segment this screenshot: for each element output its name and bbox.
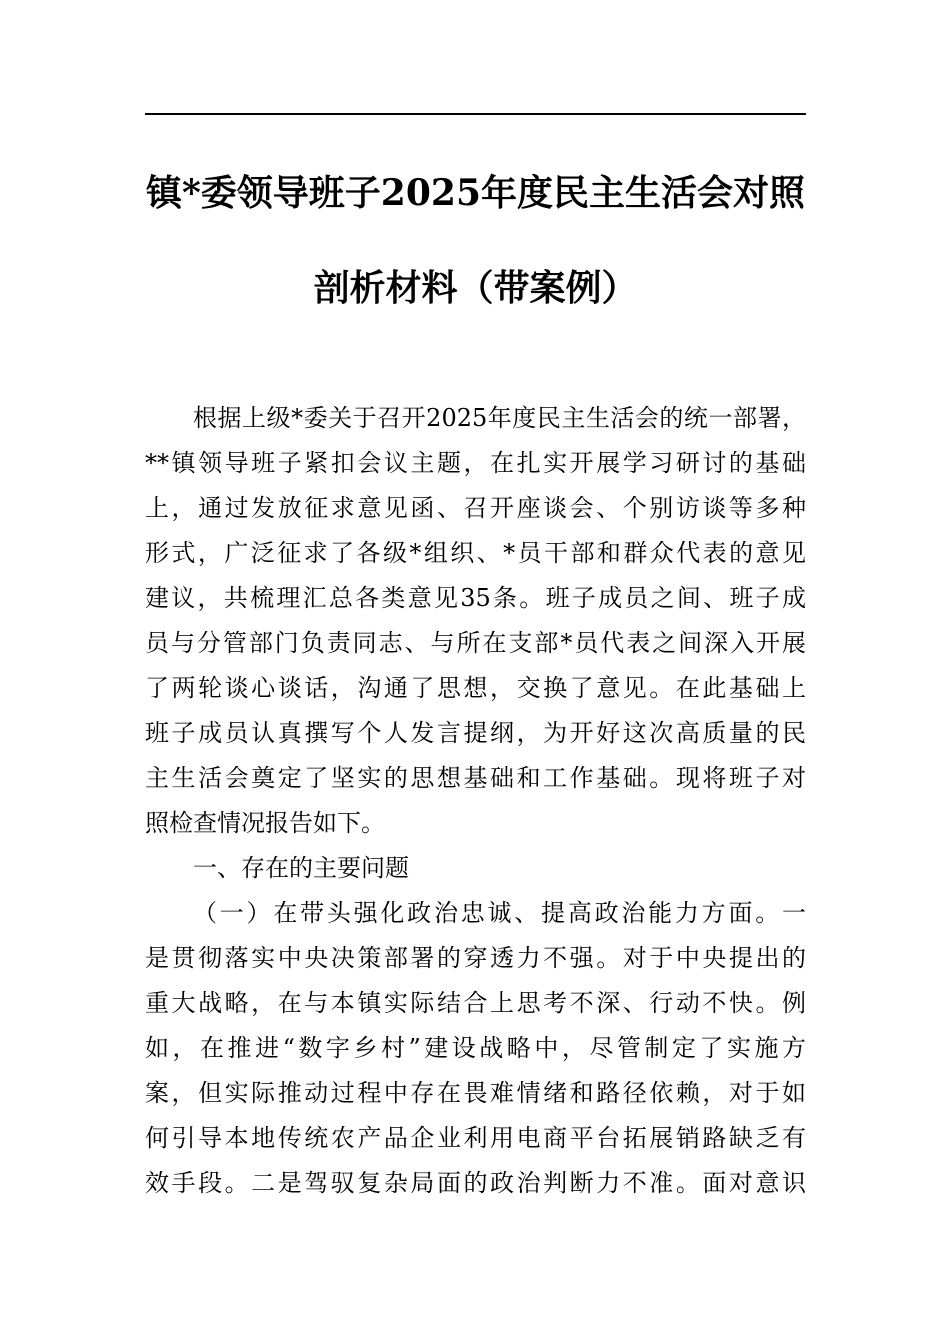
section-line-5: 案，但实际推动过程中存在畏难情绪和路径依赖，对于如 <box>145 1079 806 1107</box>
section-line-3: 重大战略，在与本镇实际结合上思考不深、行动不快。例 <box>145 989 806 1017</box>
intro-line-1: 根据上级*委关于召开2025年度民主生活会的统一部署， <box>193 404 806 432</box>
section-line-7: 效手段。二是驾驭复杂局面的政治判断力不准。面对意识 <box>145 1169 806 1197</box>
intro-line-8: 班子成员认真撰写个人发言提纲，为开好这次高质量的民 <box>145 719 806 747</box>
header-rule <box>145 113 806 115</box>
section-line-4: 如，在推进“数字乡村”建设战略中，尽管制定了实施方 <box>145 1034 806 1062</box>
intro-line-2: **镇领导班子紧扣会议主题，在扎实开展学习研讨的基础 <box>145 449 806 477</box>
intro-line-9: 主生活会奠定了坚实的思想基础和工作基础。现将班子对 <box>145 764 806 792</box>
section-line-1: （一）在带头强化政治忠诚、提高政治能力方面。一 <box>193 899 806 927</box>
section-line-2: 是贯彻落实中央决策部署的穿透力不强。对于中央提出的 <box>145 944 806 972</box>
section-heading: 一、存在的主要问题 <box>193 854 409 882</box>
intro-line-6: 员与分管部门负责同志、与所在支部*员代表之间深入开展 <box>145 629 806 657</box>
section-line-6: 何引导本地传统农产品企业利用电商平台拓展销路缺乏有 <box>145 1124 806 1152</box>
intro-line-7: 了两轮谈心谈话，沟通了思想，交换了意见。在此基础上 <box>145 674 806 702</box>
document-title-line-2: 剖析材料（带案例） <box>313 267 638 309</box>
intro-line-5: 建议，共梳理汇总各类意见35条。班子成员之间、班子成 <box>145 584 806 612</box>
intro-line-3: 上，通过发放征求意见函、召开座谈会、个别访谈等多种 <box>145 494 806 522</box>
intro-line-4: 形式，广泛征求了各级*组织、*员干部和群众代表的意见 <box>145 539 806 567</box>
document-title-line-1: 镇*委领导班子2025年度民主生活会对照 <box>145 172 806 214</box>
intro-line-10: 照检查情况报告如下。 <box>145 809 385 837</box>
